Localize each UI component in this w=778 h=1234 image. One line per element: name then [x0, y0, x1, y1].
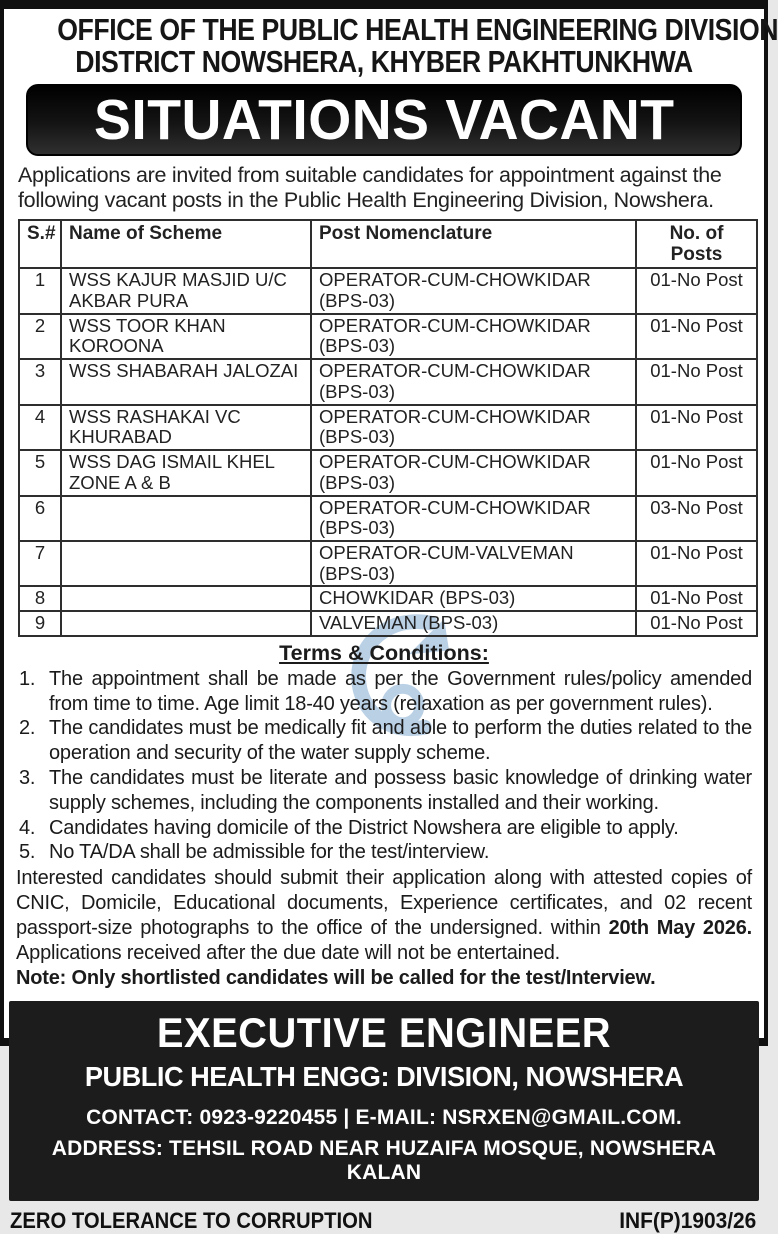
cell-serial: 6	[19, 496, 61, 541]
terms-item-text: Candidates having domicile of the District Nowshera are eligible to apply.	[49, 816, 679, 839]
terms-list	[16, 667, 752, 865]
situations-vacant-banner	[26, 84, 742, 156]
footer-subtitle: PUBLIC HEALTH ENGG: DIVISION, NOWSHERA	[84, 1061, 684, 1093]
masthead	[4, 9, 778, 79]
terms-item	[16, 840, 752, 865]
cell-scheme: WSS DAG ISMAIL KHEL ZONE A & B	[61, 450, 311, 495]
table-row	[19, 496, 757, 541]
cell-serial: 4	[19, 405, 61, 450]
terms-item-text: The candidates must be medically fit and able to perform the duties related to the operation and security of the water supply scheme.	[49, 717, 752, 765]
footer-contact: CONTACT: 0923-9220455 | E-MAIL: NSRXEN@GMAIL.COM.	[86, 1106, 682, 1130]
terms-item	[16, 667, 752, 717]
cell-scheme: WSS RASHAKAI VC KHURABAD	[61, 405, 311, 450]
vacancy-table-body	[19, 268, 757, 636]
terms-item-number: 4.	[19, 816, 36, 839]
footer-title: EXECUTIVE ENGINEER	[156, 1009, 612, 1057]
terms-item-text: The appointment shall be made as per the Government rules/policy amended from time to time. Age limit 18-40 years (relaxation as per government rules).	[49, 667, 752, 715]
cell-serial: 7	[19, 541, 61, 586]
cell-posts-count: 03-No Post	[636, 496, 757, 541]
cell-posts-count: 01-No Post	[636, 314, 757, 359]
cell-posts-count: 01-No Post	[636, 405, 757, 450]
cell-scheme: WSS SHABARAH JALOZAI	[61, 359, 311, 404]
footer-signature-box	[9, 1001, 759, 1201]
note-line: Note: Only shortlisted candidates will be called for the test/Interview.	[16, 967, 656, 990]
vacancy-table	[18, 219, 758, 637]
terms-item	[16, 716, 752, 766]
cell-scheme: WSS KAJUR MASJID U/C AKBAR PURA	[61, 268, 311, 313]
table-row	[19, 586, 757, 611]
terms-item-number: 3.	[19, 767, 36, 789]
bottom-bar	[4, 1201, 764, 1234]
cell-scheme	[61, 541, 311, 586]
cell-serial: 5	[19, 450, 61, 495]
cell-serial: 2	[19, 314, 61, 359]
footer-address: ADDRESS: TEHSIL ROAD NEAR HUZAIFA MOSQUE, NOWSHERA KALAN	[51, 1137, 717, 1185]
office-title-line1: OFFICE OF THE PUBLIC HEALTH ENGINEERING DIVISION	[57, 12, 778, 47]
table-row	[19, 268, 757, 313]
closing-text-after: Applications received after the due date will not be entertained.	[16, 941, 561, 964]
terms-item-number: 5.	[19, 841, 36, 864]
terms-heading: Terms & Conditions:	[279, 640, 489, 665]
header-serial: S.#	[19, 220, 61, 269]
terms-item-number: 2.	[19, 717, 36, 740]
cell-post-nomenclature: VALVEMAN (BPS-03)	[311, 611, 636, 636]
cell-posts-count: 01-No Post	[636, 359, 757, 404]
cell-post-nomenclature: OPERATOR-CUM-CHOWKIDAR (BPS-03)	[311, 359, 636, 404]
cell-posts-count: 01-No Post	[636, 450, 757, 495]
cell-post-nomenclature: OPERATOR-CUM-CHOWKIDAR (BPS-03)	[311, 268, 636, 313]
cell-post-nomenclature: OPERATOR-CUM-CHOWKIDAR (BPS-03)	[311, 405, 636, 450]
terms-item	[16, 766, 752, 816]
header-scheme: Name of Scheme	[61, 220, 311, 269]
cell-post-nomenclature: OPERATOR-CUM-CHOWKIDAR (BPS-03)	[311, 450, 636, 495]
inf-reference-number: INF(P)1903/26	[618, 1208, 756, 1234]
vacancy-table-wrap	[4, 219, 764, 637]
cell-posts-count: 01-No Post	[636, 611, 757, 636]
table-header-row	[19, 220, 757, 269]
table-row	[19, 450, 757, 495]
table-row	[19, 611, 757, 636]
cell-serial: 1	[19, 268, 61, 313]
cell-scheme	[61, 496, 311, 541]
cell-post-nomenclature: OPERATOR-CUM-CHOWKIDAR (BPS-03)	[311, 496, 636, 541]
cell-serial: 3	[19, 359, 61, 404]
terms-item-number: 1.	[19, 667, 36, 690]
terms-item	[16, 816, 752, 841]
deadline-date: 20th May 2026.	[608, 916, 752, 939]
cell-scheme	[61, 611, 311, 636]
table-row	[19, 314, 757, 359]
zero-tolerance-text: ZERO TOLERANCE TO CORRUPTION	[10, 1208, 373, 1234]
cell-scheme: WSS TOOR KHAN KOROONA	[61, 314, 311, 359]
intro-paragraph: Applications are invited from suitable candidates for appointment against the following vacant posts in the Public Health Engineering Division, Nowshera.	[18, 163, 722, 212]
office-title-line2: DISTRICT NOWSHERA, KHYBER PAKHTUNKHWA	[75, 43, 693, 79]
header-posts-count: No. of Posts	[636, 220, 757, 269]
cell-posts-count: 01-No Post	[636, 586, 757, 611]
header-post: Post Nomenclature	[311, 220, 636, 269]
table-row	[19, 405, 757, 450]
cell-serial: 9	[19, 611, 61, 636]
cell-post-nomenclature: OPERATOR-CUM-CHOWKIDAR (BPS-03)	[311, 314, 636, 359]
cell-serial: 8	[19, 586, 61, 611]
cell-post-nomenclature: OPERATOR-CUM-VALVEMAN (BPS-03)	[311, 541, 636, 586]
closing-text-before: Interested candidates should submit their application along with attested copies of CNIC, Domicile, Educational documents, Experience certificates, and 02 recent passport-size photographs to the office of the undersigned. within	[16, 867, 752, 939]
banner-title: SITUATIONS VACANT	[93, 88, 675, 153]
cell-posts-count: 01-No Post	[636, 541, 757, 586]
terms-item-text: The candidates must be literate and possess basic knowledge of drinking water supply schemes, including the components installed and their working.	[49, 767, 752, 814]
cell-post-nomenclature: CHOWKIDAR (BPS-03)	[311, 586, 636, 611]
terms-section	[4, 641, 764, 991]
table-row	[19, 359, 757, 404]
cell-posts-count: 01-No Post	[636, 268, 757, 313]
closing-paragraph	[16, 866, 752, 965]
cell-scheme	[61, 586, 311, 611]
terms-item-text: No TA/DA shall be admissible for the test/interview.	[49, 841, 490, 864]
table-row	[19, 541, 757, 586]
